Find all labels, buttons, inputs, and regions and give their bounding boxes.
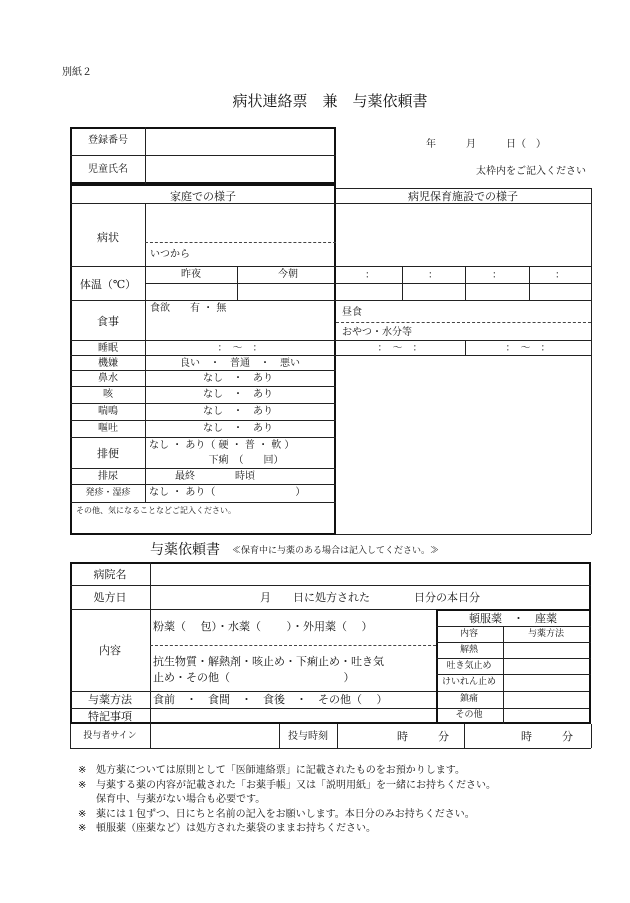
content-label: 内容 xyxy=(99,644,121,657)
sleep-time-range[interactable]: ： ～ ： xyxy=(217,343,263,354)
facility-temp-colon-2: ： xyxy=(428,270,438,281)
wheeze-options[interactable]: なし ・ あり xyxy=(203,406,273,417)
medicine-type-line1[interactable]: 抗生物質・解熱剤・咳止め・下痢止め・吐き気 xyxy=(153,655,384,668)
temperature-label: 体温（℃） xyxy=(79,278,137,291)
rash-options[interactable]: なし ・ あり（ ） xyxy=(149,487,306,498)
fill-note: 太枠内をご記入ください xyxy=(476,166,586,177)
special-notes-field[interactable] xyxy=(154,710,434,722)
mood-label: 機嫌 xyxy=(98,358,118,369)
dose-time-hour-1[interactable]: 時 xyxy=(397,730,408,743)
hospital-field[interactable] xyxy=(154,565,587,583)
prn-item-fever: 解熱 xyxy=(459,645,479,655)
prn-item-pain: 鎮痛 xyxy=(459,694,479,704)
urine-label: 排尿 xyxy=(98,471,118,482)
dosing-method-options[interactable]: 食前 ・ 食間 ・ 食後 ・ その他（ ） xyxy=(153,693,388,706)
facility-temp-colon-1: ： xyxy=(365,270,375,281)
facility-temp-colon-3: ： xyxy=(492,270,502,281)
dosing-time-label: 投与時刻 xyxy=(288,731,328,742)
appetite-options[interactable]: 食欲 有 ・ 無 xyxy=(150,303,227,314)
dose-time-minute-2[interactable]: 分 xyxy=(562,730,573,743)
footnotes xyxy=(78,764,598,837)
prescription-date-label: 処方日 xyxy=(93,591,127,604)
medicine-form-line[interactable]: 粉薬（ 包）・水薬（ ）・外用薬（ ） xyxy=(153,620,373,633)
since-label: いつから xyxy=(150,249,190,260)
dose-time-minute-1[interactable]: 分 xyxy=(438,730,449,743)
facility-sleep-range-1[interactable]: ： ～ ： xyxy=(377,343,423,354)
prn-method-header: 与薬方法 xyxy=(527,629,565,639)
prn-item-other: その他 xyxy=(455,710,483,720)
runny-nose-label: 鼻水 xyxy=(98,373,118,384)
dosing-method-label: 与薬方法 xyxy=(88,693,132,706)
date-line[interactable]: 年 月 日（ ） xyxy=(426,139,546,150)
prn-title: 頓服薬 ・ 座薬 xyxy=(469,612,557,625)
home-section-header: 家庭での様子 xyxy=(170,190,236,203)
prn-item-nausea: 吐き気止め xyxy=(446,661,492,671)
facility-symptoms-field[interactable] xyxy=(340,206,588,266)
meal-label: 食事 xyxy=(97,315,119,328)
lunch-label: 昼食 xyxy=(342,307,362,318)
cough-label: 咳 xyxy=(103,389,113,400)
footnote-item: ※ 薬には１包ずつ、日にちと名前の記入をお願いします。本日分のみお持ちください。 xyxy=(78,808,475,820)
child-name-field[interactable] xyxy=(148,158,332,182)
footnote-item: 保育中、与薬がない場合も必要です。 xyxy=(96,794,266,805)
footnote-item: ※ 処方薬については原則として「医師連絡票」に記載されたものをお預かりします。 xyxy=(78,765,465,776)
medicine-type-line2[interactable]: 止め・その他（ ） xyxy=(153,671,355,684)
facility-sleep-range-2[interactable]: ： ～ ： xyxy=(505,343,551,354)
registration-number-label: 登録番号 xyxy=(88,135,128,146)
snack-label: おやつ・水分等 xyxy=(342,327,412,338)
stool-label: 排便 xyxy=(97,447,119,460)
diarrhea-count[interactable]: 下痢 （ 回） xyxy=(208,455,284,466)
footnote-item: ※ 頓服薬（座薬など）は処方された薬袋のままお持ちください。 xyxy=(78,823,376,834)
special-notes-label: 特記事項 xyxy=(88,710,132,723)
page-title: 病状連絡票 兼 与薬依頼書 xyxy=(232,92,428,110)
dose-time-hour-2[interactable]: 時 xyxy=(521,730,532,743)
administrator-sign-field[interactable] xyxy=(153,727,276,745)
medication-title: 与薬依頼書 xyxy=(150,542,220,558)
other-notes-field[interactable] xyxy=(74,518,332,531)
child-name-label: 児童氏名 xyxy=(88,164,128,175)
prescription-date-value[interactable]: 月 日に処方された 日分の本日分 xyxy=(260,591,480,604)
vomit-options[interactable]: なし ・ あり xyxy=(203,423,273,434)
vomit-label: 嘔吐 xyxy=(98,423,118,434)
wheeze-label: 喘鳴 xyxy=(98,406,118,417)
stool-options[interactable]: なし ・ あり（ 硬 ・ 普 ・ 軟 ） xyxy=(149,440,295,451)
prn-item-seizure: けいれん止め xyxy=(441,677,497,687)
facility-temp-colon-4: ： xyxy=(555,270,565,281)
prn-content-header: 内容 xyxy=(459,629,479,639)
last-night-label: 昨夜 xyxy=(181,269,201,280)
cough-options[interactable]: なし ・ あり xyxy=(203,389,273,400)
this-morning-label: 今朝 xyxy=(278,269,298,280)
attachment-label: 別紙２ xyxy=(62,67,92,78)
facility-section-header: 病児保育施設での様子 xyxy=(408,190,518,203)
symptoms-label: 病状 xyxy=(97,231,119,244)
registration-number-field[interactable] xyxy=(148,131,332,153)
footnote-item: ※ 与薬する薬の内容が記載された「お薬手帳」又は「説明用紙」を一緒にお持ちください。 xyxy=(78,779,496,791)
runny-nose-options[interactable]: なし ・ あり xyxy=(203,373,273,384)
hospital-label: 病院名 xyxy=(93,568,127,581)
other-notes-label: その他、気になることなどご記入ください。 xyxy=(76,506,236,515)
rash-label: 発疹・湿疹 xyxy=(85,488,131,498)
sleep-label: 睡眠 xyxy=(98,343,118,354)
urine-last-time[interactable]: 最終 時頃 xyxy=(175,471,255,482)
mood-options[interactable]: 良い ・ 普通 ・ 悪い xyxy=(180,358,300,369)
administrator-sign-label: 投与者サイン xyxy=(83,731,137,741)
medication-subtitle: ≪保育中に与薬のある場合は記入してください。≫ xyxy=(232,546,440,556)
